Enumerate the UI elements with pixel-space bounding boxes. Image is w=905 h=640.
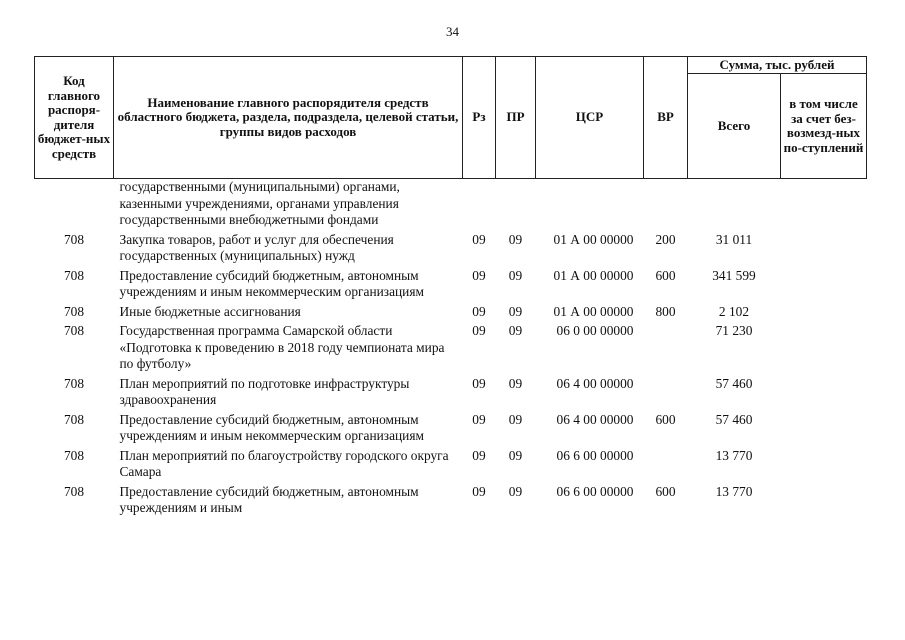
table-row [35, 268, 867, 304]
cell-name: Иные бюджетные ассигнования [119, 303, 301, 319]
cell-code [35, 179, 114, 232]
cell-name: Закупка товаров, работ и услуг для обеспечения государственных (муниципальных) нужд [119, 231, 394, 263]
cell-incl [781, 448, 867, 484]
cell-rz: 09 [472, 267, 486, 283]
cell-rz: 09 [472, 323, 486, 338]
cell-code: 708 [63, 303, 85, 319]
cell-name: Предоставление субсидий бюджетным, автономным учреждениям и иным некоммерческим организациям [119, 267, 424, 299]
cell-pr: 09 [508, 411, 523, 427]
cell-total: 13 770 [715, 483, 753, 499]
cell-vr: 600 [655, 411, 676, 427]
cell-name: Предоставление субсидий бюджетным, автономным учреждениям и иным [119, 483, 419, 515]
header-csr: ЦСР [536, 57, 644, 179]
cell-total [688, 179, 781, 232]
cell-pr: 09 [508, 323, 523, 338]
cell-incl [781, 304, 867, 324]
header-vr: ВР [644, 57, 688, 179]
cell-pr: 09 [508, 447, 523, 463]
cell-csr: 06 6 00 00000 [556, 483, 634, 499]
cell-vr [644, 179, 688, 232]
cell-total: 2 102 [718, 303, 750, 319]
cell-name: План мероприятий по благоустройству городского округа Самара [119, 447, 449, 479]
cell-pr: 09 [508, 267, 523, 283]
cell-vr: 600 [655, 483, 676, 499]
cell-rz: 09 [472, 303, 486, 319]
cell-name: Государственная программа Самарской области «Подготовка к проведению в 2018 году чемпионата мира по футболу» [119, 323, 445, 371]
cell-incl [781, 179, 867, 232]
cell-csr: 01 А 00 00000 [553, 267, 634, 283]
cell-rz: 09 [472, 447, 486, 463]
cell-rz: 09 [472, 375, 486, 391]
cell-incl [781, 376, 867, 412]
cell-pr: 09 [508, 231, 523, 247]
page-number: 34 [446, 24, 459, 39]
cell-code: 708 [63, 323, 85, 338]
header-rz: Рз [463, 57, 496, 179]
cell-pr: 09 [508, 303, 523, 319]
cell-name: План мероприятий по подготовке инфраструктуры здравоохранения [119, 375, 410, 407]
cell-pr: 09 [508, 483, 523, 499]
cell-name: Предоставление субсидий бюджетным, автономным учреждениям и иным некоммерческим организациям [119, 411, 424, 443]
cell-vr [644, 323, 688, 376]
header-pr: ПР [496, 57, 536, 179]
cell-code: 708 [63, 375, 85, 391]
cell-total: 57 460 [715, 411, 753, 427]
cell-vr: 600 [655, 267, 676, 283]
header-total: Всего [688, 74, 781, 179]
cell-code: 708 [63, 267, 85, 283]
table-row [35, 412, 867, 448]
cell-csr: 06 4 00 00000 [556, 375, 634, 391]
table-body [35, 179, 867, 520]
cell-incl [781, 323, 867, 376]
table-row [35, 179, 867, 232]
cell-incl [781, 484, 867, 520]
table-row [35, 448, 867, 484]
table-row [35, 323, 867, 376]
cell-total: 31 011 [715, 231, 753, 247]
cell-csr [536, 179, 644, 232]
header-incl: в том числе за счет без-возмезд-ных по-ступлений [781, 74, 867, 179]
cell-rz: 09 [472, 231, 486, 247]
cell-code: 708 [63, 483, 85, 499]
cell-csr: 01 А 00 00000 [553, 231, 634, 247]
cell-vr: 800 [655, 303, 676, 319]
cell-code: 708 [63, 447, 85, 463]
cell-rz: 09 [472, 411, 486, 427]
cell-csr: 06 6 00 00000 [556, 447, 634, 463]
cell-csr: 06 4 00 00000 [556, 411, 634, 427]
cell-vr [644, 448, 688, 484]
cell-rz: 09 [472, 483, 486, 499]
cell-pr: 09 [508, 375, 523, 391]
cell-name: государственными (муниципальными) органами, казенными учреждениями, органами управления государственными внебюджетными фондами [119, 179, 400, 227]
table-row [35, 304, 867, 324]
cell-total: 341 599 [712, 267, 756, 283]
cell-csr: 01 А 00 00000 [553, 303, 634, 319]
cell-incl [781, 268, 867, 304]
cell-total: 13 770 [715, 447, 753, 463]
cell-pr [496, 179, 536, 232]
header-sum-group: Сумма, тыс. рублей [688, 57, 867, 74]
table-row [35, 484, 867, 520]
budget-table [34, 56, 867, 520]
cell-rz [463, 179, 496, 232]
table-row [35, 232, 867, 268]
cell-incl [781, 412, 867, 448]
cell-vr [644, 376, 688, 412]
header-code: Код главного распоря-дителя бюджет-ных средств [35, 57, 114, 179]
cell-code: 708 [63, 231, 85, 247]
cell-vr: 200 [655, 231, 676, 247]
table-row [35, 376, 867, 412]
cell-incl [781, 232, 867, 268]
cell-total: 57 460 [715, 375, 753, 391]
cell-total: 71 230 [715, 323, 753, 338]
header-name: Наименование главного распорядителя средств областного бюджета, раздела, подраздела, целевой статьи, группы видов расходов [114, 57, 463, 179]
table-header [35, 57, 867, 179]
cell-csr: 06 0 00 00000 [556, 323, 634, 338]
cell-code: 708 [63, 411, 85, 427]
